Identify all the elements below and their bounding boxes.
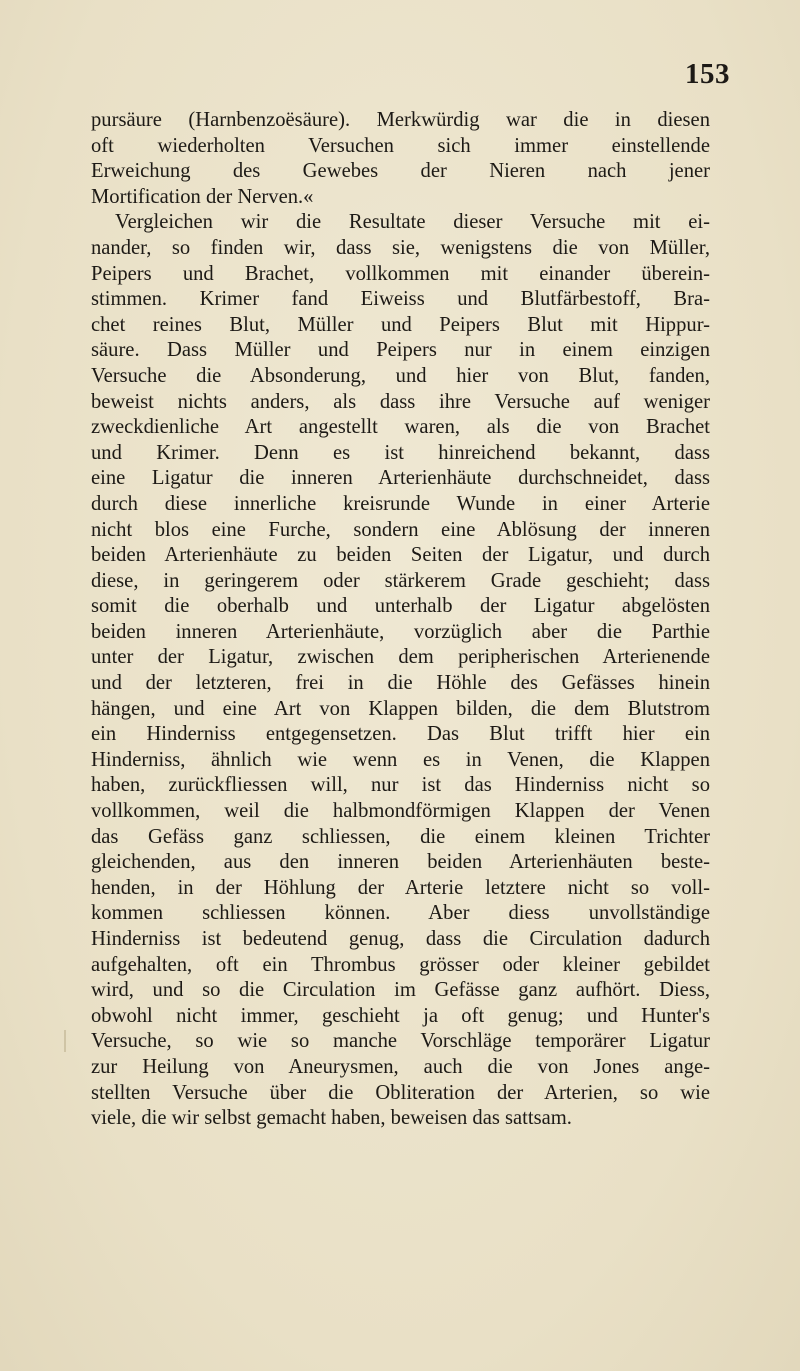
text-line: und der letzteren, frei in die Höhle des Gefässes hinein <box>91 672 710 695</box>
text-line: kommen schliessen können. Aber diess unvollständige <box>91 902 710 925</box>
text-line: wird, und so die Circulation im Gefässe ganz aufhört. Diess, <box>91 979 710 1002</box>
text-line: eine Ligatur die inneren Arterienhäute durchschneidet, dass <box>91 467 710 490</box>
text-line: zur Heilung von Aneurysmen, auch die von Jones ange- <box>91 1055 710 1078</box>
text-line: aufgehalten, oft ein Thrombus grösser oder kleiner gebildet <box>91 953 710 976</box>
text-line: und Krimer. Denn es ist hinreichend bekannt, dass <box>91 441 710 464</box>
text-line: beiden inneren Arterienhäute, vorzüglich aber die Parthie <box>91 620 710 643</box>
text-line: Vergleichen wir die Resultate dieser Versuche mit ei- <box>115 211 710 234</box>
text-line: chet reines Blut, Müller und Peipers Blut mit Hippur- <box>91 313 710 336</box>
text-line: gleichenden, aus den inneren beiden Arterienhäuten beste- <box>91 851 710 874</box>
page-number: 153 <box>685 58 730 90</box>
text-line: diese, in geringerem oder stärkerem Grade geschieht; dass <box>91 569 710 592</box>
text-line: stimmen. Krimer fand Eiweiss und Blutfärbestoff, Bra- <box>91 288 710 311</box>
text-line: hängen, und eine Art von Klappen bilden, die dem Blutstrom <box>91 697 710 720</box>
text-line: stellten Versuche über die Obliteration der Arterien, so wie <box>91 1081 710 1104</box>
text-line: unter der Ligatur, zwischen dem peripherischen Arterienende <box>91 646 710 669</box>
body-text <box>91 108 710 1132</box>
text-line: pursäure (Harnbenzoësäure). Merkwürdig war die in diesen <box>91 109 710 131</box>
text-line: oft wiederholten Versuchen sich immer einstellende <box>91 134 710 157</box>
text-line: das Gefäss ganz schliessen, die einem kleinen Trichter <box>91 825 710 848</box>
text-line: durch diese innerliche kreisrunde Wunde in einer Arterie <box>91 492 710 515</box>
text-line: beweist nichts anders, als dass ihre Versuche auf weniger <box>91 390 710 413</box>
text-line: henden, in der Höhlung der Arterie letztere nicht so voll- <box>91 876 710 899</box>
text-line: obwohl nicht immer, geschieht ja oft genug; und Hunter's <box>91 1004 710 1027</box>
text-line: Hinderniss, ähnlich wie wenn es in Venen, die Klappen <box>91 748 710 771</box>
text-line: Mortification der Nerven.« <box>91 185 314 208</box>
text-line: haben, zurückfliessen will, nur ist das Hinderniss nicht so <box>91 774 710 797</box>
paper-mark <box>64 1030 66 1052</box>
text-line: nander, so finden wir, dass sie, wenigstens die von Müller, <box>91 236 710 259</box>
text-line: nicht blos eine Furche, sondern eine Ablösung der inneren <box>91 518 710 541</box>
text-line: ein Hinderniss entgegensetzen. Das Blut trifft hier ein <box>91 723 710 746</box>
text-line: zweckdienliche Art angestellt waren, als die von Brachet <box>91 416 710 439</box>
text-line: säure. Dass Müller und Peipers nur in einem einzigen <box>91 339 710 362</box>
text-line: Versuche die Absonderung, und hier von Blut, fanden, <box>91 364 710 387</box>
text-line: viele, die wir selbst gemacht haben, beweisen das sattsam. <box>91 1107 572 1130</box>
text-line: beiden Arterienhäute zu beiden Seiten der Ligatur, und durch <box>91 544 710 567</box>
text-line: Erweichung des Gewebes der Nieren nach jener <box>91 160 710 183</box>
text-line: Versuche, so wie so manche Vorschläge temporärer Ligatur <box>91 1030 710 1053</box>
text-line: vollkommen, weil die halbmondförmigen Klappen der Venen <box>91 800 710 823</box>
text-line: somit die oberhalb und unterhalb der Ligatur abgelösten <box>91 595 710 618</box>
text-line: Hinderniss ist bedeutend genug, dass die Circulation dadurch <box>91 928 710 950</box>
text-line: Peipers und Brachet, vollkommen mit einander überein- <box>91 262 710 285</box>
